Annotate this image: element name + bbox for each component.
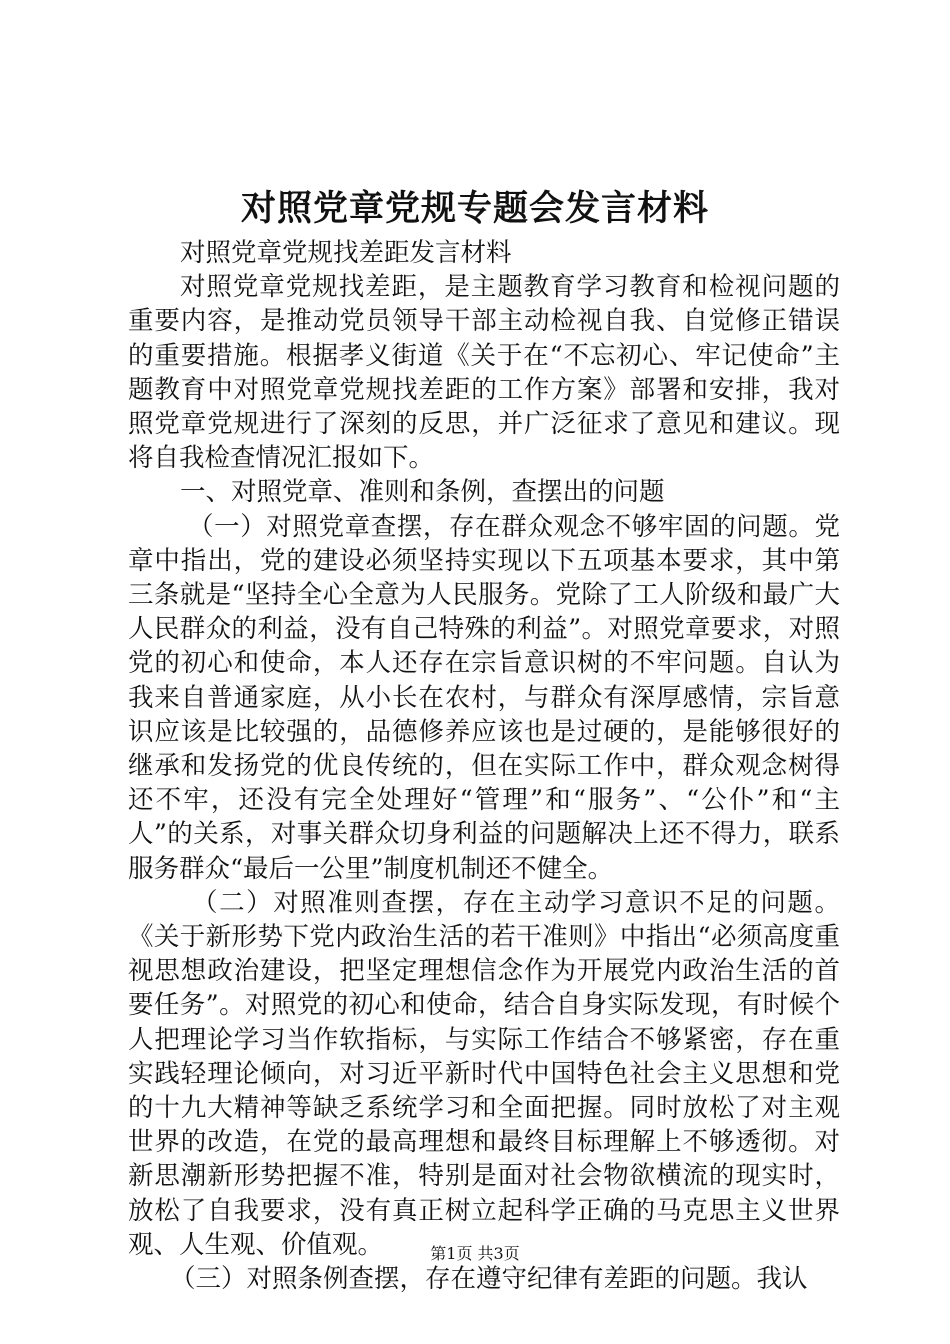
section-heading: 一、对照党章、准则和条例，查摆出的问题 xyxy=(180,477,665,508)
subtitle-paragraph: 对照党章党规找差距发言材料 xyxy=(180,238,512,268)
item-two-paragraph: （二）对照准则查摆，存在主动学习意识不足的问题。《关于新形势下党内政治生活的若干准则》中指出“必须高度重视思想政治建设，把坚定理想信念作为开展党内政治生活的首要任务”。对照党的初心和使命，结合自身实际发现，有时候个人把理论学习当作软指标，与实际工作结合不够紧密，存在重实践轻理论倾向，对习近平新时代中国特色社会主义思想和党的十九大精神等缺乏系统学习和全面把握。同时放松了对主观世界的改造，在党的最高理想和最终目标理解上不够透彻。对新思潮新形势把握不准，特别是面对社会物欲横流的现实时，放松了自我要求，没有真正树立起科学正确的马克思主义世界观、人生观、价值观。 xyxy=(128,887,840,1260)
item-three-paragraph: （三）对照条例查摆，存在遵守纪律有差距的问题。我认 xyxy=(170,1264,808,1295)
item-one-paragraph: （一）对照党章查摆，存在群众观念不够牢固的问题。党章中指出，党的建设必须坚持实现以下五项基本要求，其中第三条就是“坚持全心全意为人民服务。党除了工人阶级和最广大人民群众的利益，没有自己特殊的利益”。对照党章要求，对照党的初心和使命，本人还存在宗旨意识树的不牢问题。自认为我来自普通家庭，从小长在农村，与群众有深厚感情，宗旨意识应该是比较强的，品德修养应该也是过硬的，是能够很好的继承和发扬党的优良传统的，但在实际工作中，群众观念树得还不牢，还没有完全处理好“管理”和“服务”、“公仆”和“主人”的关系，对事关群众切身利益的问题解决上还不得力，联系服务群众“最后一公里”制度机制还不健全。 xyxy=(128,511,840,884)
intro-paragraph: 对照党章党规找差距，是主题教育学习教育和检视问题的重要内容，是推动党员领导干部主动检视自我、自觉修正错误的重要措施。根据孝义街道《关于在“不忘初心、牢记使命”主题教育中对照党章党规找差距的工作方案》部署和安排，我对照党章党规进行了深刻的反思，并广泛征求了意见和建议。现将自我检查情况汇报如下。 xyxy=(128,272,840,474)
document-body xyxy=(128,236,840,1296)
page-footer: 第1页 共3页 xyxy=(430,1244,520,1263)
document-title: 对照党章党规专题会发言材料 xyxy=(240,188,709,229)
